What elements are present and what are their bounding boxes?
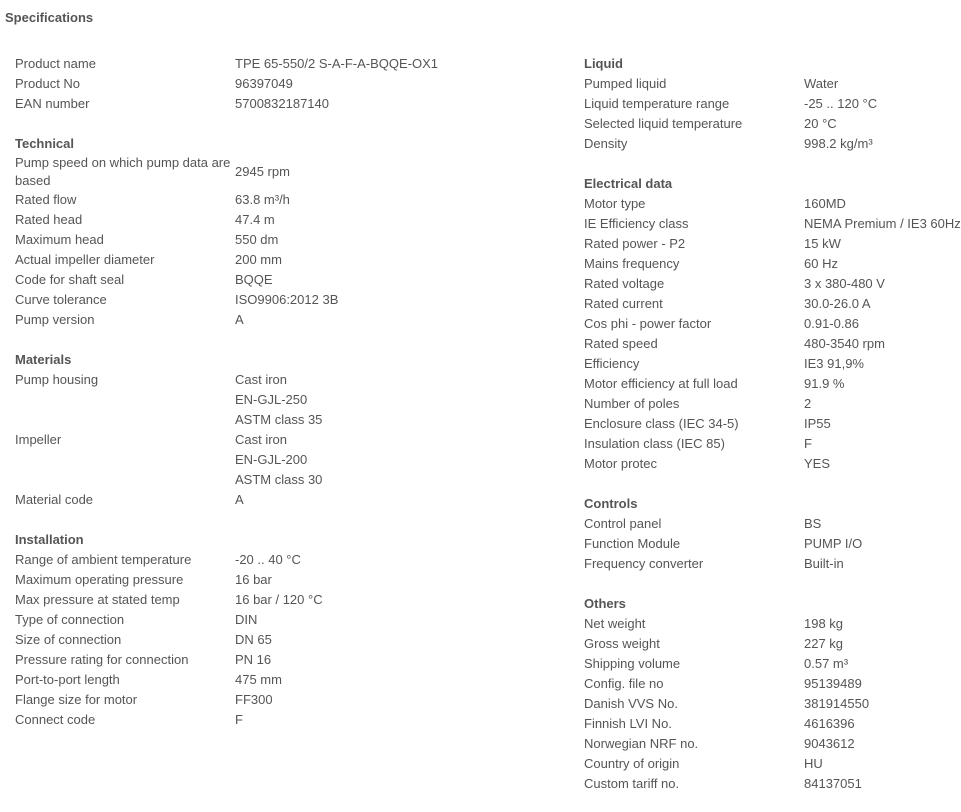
spec-value-line: IE3 91,9%	[804, 356, 864, 371]
spec-row-pump-speed-on-which-pump-data-are-based	[15, 154, 570, 190]
spec-label: Material code	[15, 492, 94, 507]
spec-label: Enclosure class (IEC 34-5)	[584, 416, 739, 431]
spec-row-country-of-origin	[584, 754, 940, 774]
spec-row-rated-head	[15, 210, 570, 230]
spec-row-port-to-port-length	[15, 670, 570, 690]
spec-row-rated-current	[584, 294, 940, 314]
spec-row-frequency-converter	[584, 554, 940, 574]
spec-value	[804, 434, 812, 454]
spec-value-line: 2945 rpm	[235, 164, 290, 179]
spec-value-line: ISO9906:2012 3B	[235, 292, 339, 307]
spec-row-rated-speed	[584, 334, 940, 354]
spec-row-pressure-rating-for-connection	[15, 650, 570, 670]
spec-label: Danish VVS No.	[584, 696, 678, 711]
spec-label: Efficiency	[584, 356, 640, 371]
spec-value	[804, 214, 961, 234]
spec-value	[235, 190, 290, 210]
spec-label: Number of poles	[584, 396, 680, 411]
spec-value	[235, 670, 282, 690]
spec-value	[804, 354, 864, 374]
spec-row-insulation-class-iec-85	[584, 434, 940, 454]
spec-value-line: F	[804, 436, 812, 451]
spec-value	[235, 310, 244, 330]
spec-value-line: 160MD	[804, 196, 846, 211]
spec-label: Range of ambient temperature	[15, 552, 192, 567]
spec-value-line: A	[235, 492, 244, 507]
spec-value	[235, 570, 272, 590]
spec-value-line: FF300	[235, 692, 273, 707]
spec-label: IE Efficiency class	[584, 216, 689, 231]
spec-row-shipping-volume	[584, 654, 940, 674]
spec-value-line: 227 kg	[804, 636, 844, 651]
spec-label: Finnish LVI No.	[584, 716, 672, 731]
right-spec-column	[584, 54, 961, 794]
spec-value-line: Built-in	[804, 556, 844, 571]
spec-value	[235, 54, 438, 74]
spec-label: Shipping volume	[584, 656, 681, 671]
spec-value-line: 480-3540 rpm	[804, 336, 885, 351]
spec-row-number-of-poles	[584, 394, 940, 414]
spec-row-motor-efficiency-at-full-load	[584, 374, 940, 394]
spec-value-line: Cast iron	[235, 432, 288, 447]
spec-row-cos-phi-power-factor	[584, 314, 940, 334]
spec-value-line: DIN	[235, 612, 258, 627]
section-heading-controls: Controls	[584, 496, 638, 511]
section-heading-installation: Installation	[15, 532, 84, 547]
spec-value-line: EN-GJL-200	[235, 452, 308, 467]
spec-value-line: 16 bar / 120 °C	[235, 592, 323, 607]
spec-value-line: 20 °C	[804, 116, 837, 131]
spec-value-line: 0.57 m³	[804, 656, 849, 671]
spec-value-line: PUMP I/O	[804, 536, 863, 551]
spec-value	[804, 274, 885, 294]
spec-label: Rated current	[584, 296, 663, 311]
spec-value-line: 15 kW	[804, 236, 841, 251]
spec-row-curve-tolerance	[15, 290, 570, 310]
spec-value	[804, 334, 885, 354]
spec-label: Curve tolerance	[15, 292, 107, 307]
spec-label: Function Module	[584, 536, 681, 551]
spec-value	[804, 774, 862, 794]
spec-value-line: F	[235, 712, 243, 727]
spec-value	[804, 374, 844, 394]
spec-row-product-no	[15, 74, 570, 94]
spec-value	[235, 230, 278, 250]
spec-row-efficiency	[584, 354, 940, 374]
spec-row-code-for-shaft-seal	[15, 270, 570, 290]
spec-value-line: 475 mm	[235, 672, 282, 687]
spec-row-product-name	[15, 54, 570, 74]
spec-value-line: 5700832187140	[235, 96, 329, 111]
page-title: Specifications	[5, 10, 94, 25]
spec-value-line: Cast iron	[235, 372, 288, 387]
spec-value-line: 3 x 380-480 V	[804, 276, 885, 291]
spec-value	[804, 134, 873, 154]
spec-value	[235, 370, 322, 430]
spec-label: Actual impeller diameter	[15, 252, 155, 267]
spec-value-line: 9043612	[804, 736, 855, 751]
spec-value-line: A	[235, 312, 244, 327]
spec-value	[235, 430, 322, 490]
spec-label: Density	[584, 136, 628, 151]
spec-value	[235, 590, 323, 610]
spec-row-selected-liquid-temperature	[584, 114, 940, 134]
section-heading-technical: Technical	[15, 136, 75, 151]
spec-value-line: 2	[804, 396, 812, 411]
spec-value-line: HU	[804, 756, 823, 771]
spec-value-line: 381914550	[804, 696, 870, 711]
spec-value-line: 47.4 m	[235, 212, 275, 227]
spec-row-ean-number	[15, 94, 570, 114]
spec-row-density	[584, 134, 940, 154]
spec-value	[804, 734, 855, 754]
spec-label: Rated head	[15, 212, 83, 227]
spec-label: Maximum head	[15, 232, 104, 247]
spec-row-enclosure-class-iec-34-5	[584, 414, 940, 434]
spec-value-line: 550 dm	[235, 232, 279, 247]
spec-value-line: 91.9 %	[804, 376, 845, 391]
spec-value	[804, 314, 859, 334]
spec-row-rated-flow	[15, 190, 570, 210]
spec-label: Rated flow	[15, 192, 77, 207]
spec-label: Pressure rating for connection	[15, 652, 189, 667]
spec-label: Config. file no	[584, 676, 664, 691]
spec-value-line: 95139489	[804, 676, 862, 691]
spec-value	[804, 394, 811, 414]
spec-row-norwegian-nrf-no	[584, 734, 940, 754]
spec-value	[235, 74, 293, 94]
spec-value	[804, 654, 848, 674]
spec-value	[804, 674, 862, 694]
spec-label: Liquid temperature range	[584, 96, 730, 111]
spec-value-line: NEMA Premium / IE3 60Hz	[804, 216, 961, 231]
spec-row-ie-efficiency-class	[584, 214, 961, 234]
spec-label: Size of connection	[15, 632, 122, 647]
spec-label: Motor type	[584, 196, 646, 211]
spec-row-pump-housing	[15, 370, 570, 430]
spec-value-line: ASTM class 35	[235, 412, 323, 427]
spec-label: Rated voltage	[584, 276, 665, 291]
section-heading-electrical-data: Electrical data	[584, 176, 673, 191]
spec-row-net-weight	[584, 614, 940, 634]
spec-value	[804, 514, 821, 534]
spec-row-motor-type	[584, 194, 940, 214]
spec-label: Insulation class (IEC 85)	[584, 436, 725, 451]
spec-value-line: TPE 65-550/2 S-A-F-A-BQQE-OX1	[235, 56, 439, 71]
spec-value-line: PN 16	[235, 652, 272, 667]
spec-value	[235, 210, 275, 230]
spec-label: Motor efficiency at full load	[584, 376, 738, 391]
spec-row-mains-frequency	[584, 254, 940, 274]
spec-label: Mains frequency	[584, 256, 680, 271]
spec-value	[804, 414, 831, 434]
spec-value	[804, 74, 838, 94]
spec-label: EAN number	[15, 96, 90, 111]
spec-label: Max pressure at stated temp	[15, 592, 180, 607]
spec-label: Maximum operating pressure	[15, 572, 184, 587]
spec-label: Custom tariff no.	[584, 776, 680, 791]
spec-label: Selected liquid temperature	[584, 116, 743, 131]
spec-value-line: BQQE	[235, 272, 273, 287]
spec-value	[235, 270, 273, 290]
spec-label: Rated speed	[584, 336, 658, 351]
spec-label: Country of origin	[584, 756, 680, 771]
spec-value	[804, 454, 830, 474]
spec-row-max-pressure-at-stated-temp	[15, 590, 570, 610]
spec-value-line: -20 .. 40 °C	[235, 552, 301, 567]
spec-value-line: ASTM class 30	[235, 472, 323, 487]
spec-value	[804, 694, 869, 714]
spec-label: Pump version	[15, 312, 95, 327]
spec-label: Type of connection	[15, 612, 125, 627]
spec-row-function-module	[584, 534, 940, 554]
spec-row-motor-protec	[584, 454, 940, 474]
spec-value	[804, 294, 871, 314]
spec-row-pumped-liquid	[584, 74, 940, 94]
section-heading-others: Others	[584, 596, 626, 611]
spec-value	[235, 162, 290, 182]
spec-value-line: -25 .. 120 °C	[804, 96, 878, 111]
spec-value-line: 16 bar	[235, 572, 272, 587]
spec-label: Gross weight	[584, 636, 660, 651]
spec-value	[804, 194, 846, 214]
spec-label: Pump housing	[15, 372, 99, 387]
spec-label: Connect code	[15, 712, 96, 727]
spec-label: Port-to-port length	[15, 672, 120, 687]
spec-value-line: 198 kg	[804, 616, 844, 631]
spec-value	[804, 634, 843, 654]
spec-label: Control panel	[584, 516, 662, 531]
spec-value	[804, 234, 841, 254]
spec-row-config-file-no	[584, 674, 940, 694]
spec-row-type-of-connection	[15, 610, 570, 630]
spec-value-line: 63.8 m³/h	[235, 192, 290, 207]
spec-row-actual-impeller-diameter	[15, 250, 570, 270]
spec-value-line: 84137051	[804, 776, 862, 791]
spec-value	[235, 610, 257, 630]
spec-row-pump-version	[15, 310, 570, 330]
spec-value-line: 200 mm	[235, 252, 282, 267]
spec-value	[804, 254, 838, 274]
spec-value	[235, 490, 244, 510]
spec-value	[235, 250, 282, 270]
spec-value	[235, 710, 243, 730]
spec-row-range-of-ambient-temperature	[15, 550, 570, 570]
spec-value-line: DN 65	[235, 632, 272, 647]
spec-value	[235, 290, 338, 310]
spec-value	[235, 650, 271, 670]
spec-row-flange-size-for-motor	[15, 690, 570, 710]
spec-label: Pumped liquid	[584, 76, 667, 91]
spec-row-danish-vvs-no	[584, 694, 940, 714]
spec-value-line: Water	[804, 76, 839, 91]
spec-label: Product name	[15, 56, 96, 71]
spec-row-rated-power-p2	[584, 234, 940, 254]
spec-value-line: 96397049	[235, 76, 293, 91]
spec-label: Frequency converter	[584, 556, 704, 571]
spec-value-line: IP55	[804, 416, 831, 431]
spec-row-control-panel	[584, 514, 940, 534]
spec-value	[235, 94, 329, 114]
spec-value-line: 4616396	[804, 716, 855, 731]
spec-value	[804, 94, 877, 114]
spec-row-maximum-operating-pressure	[15, 570, 570, 590]
spec-value	[804, 614, 843, 634]
spec-row-material-code	[15, 490, 570, 510]
spec-label: Motor protec	[584, 456, 657, 471]
spec-label: Pump speed on which pump data are based	[15, 155, 231, 188]
spec-row-liquid-temperature-range	[584, 94, 940, 114]
spec-row-size-of-connection	[15, 630, 570, 650]
spec-row-rated-voltage	[584, 274, 940, 294]
spec-label: Norwegian NRF no.	[584, 736, 699, 751]
spec-value-line: 0.91-0.86	[804, 316, 859, 331]
spec-value	[804, 114, 837, 134]
spec-value	[804, 714, 855, 734]
spec-row-gross-weight	[584, 634, 940, 654]
spec-value-line: YES	[804, 456, 831, 471]
spec-value	[804, 534, 862, 554]
spec-row-maximum-head	[15, 230, 570, 250]
spec-row-custom-tariff-no	[584, 774, 940, 794]
spec-label: Rated power - P2	[584, 236, 686, 251]
spec-value	[235, 550, 301, 570]
spec-value-line: BS	[804, 516, 822, 531]
spec-label: Product No	[15, 76, 81, 91]
section-heading-liquid: Liquid	[584, 56, 623, 71]
spec-value-line: 30.0-26.0 A	[804, 296, 871, 311]
spec-row-connect-code	[15, 710, 570, 730]
spec-row-finnish-lvi-no	[584, 714, 940, 734]
spec-row-impeller	[15, 430, 570, 490]
spec-value-line: 60 Hz	[804, 256, 838, 271]
spec-label: Flange size for motor	[15, 692, 138, 707]
spec-value-line: EN-GJL-250	[235, 392, 308, 407]
spec-label: Cos phi - power factor	[584, 316, 712, 331]
spec-value	[804, 554, 844, 574]
spec-label: Code for shaft seal	[15, 272, 125, 287]
left-spec-column	[15, 54, 570, 730]
spec-value	[235, 630, 272, 650]
spec-label: Impeller	[15, 432, 62, 447]
spec-value	[804, 754, 823, 774]
spec-value-line: 998.2 kg/m³	[804, 136, 873, 151]
section-heading-materials: Materials	[15, 352, 72, 367]
spec-value	[235, 690, 273, 710]
spec-label: Net weight	[584, 616, 646, 631]
